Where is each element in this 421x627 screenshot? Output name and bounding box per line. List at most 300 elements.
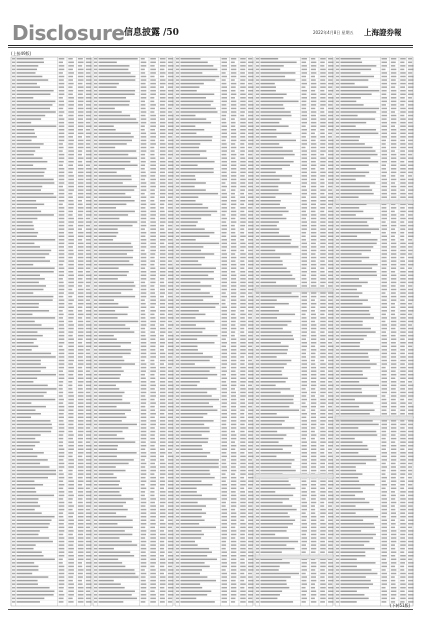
table-cell-text (78, 289, 84, 291)
table-cell-text (168, 218, 174, 220)
table-cell-text (256, 495, 259, 497)
table-cell-text (311, 328, 316, 330)
table-cell-text (17, 569, 39, 571)
table-cell-text (302, 186, 306, 188)
table-cell-text (340, 260, 361, 262)
table-cell-text (180, 516, 201, 518)
table-cell-text (222, 108, 227, 110)
table-cell-text (240, 356, 244, 358)
table-cell-text (176, 307, 179, 309)
table-cell-text (94, 505, 97, 507)
table-cell-text (240, 363, 244, 365)
table-cell-text (311, 310, 315, 312)
table-cell-text (382, 161, 387, 163)
table-cell-text (408, 363, 413, 365)
table-cell-text (78, 221, 84, 223)
table-cell-text (340, 381, 359, 383)
table-cell-text (59, 342, 65, 344)
table-cell-text (168, 509, 174, 511)
table-cell-text (382, 62, 387, 64)
table-cell-text (391, 236, 395, 238)
table-cell-text (59, 388, 63, 390)
table-cell-text (400, 267, 404, 269)
table-cell-text (59, 587, 64, 589)
table-cell-text (99, 157, 137, 159)
table-cell-text (400, 331, 405, 333)
table-cell-text (168, 165, 174, 167)
table-cell-text (99, 76, 136, 78)
table-cell-text (150, 140, 155, 142)
table-cell-text (231, 576, 236, 578)
table-cell-text (260, 257, 280, 259)
table-cell-text (320, 72, 325, 74)
table-cell-text (328, 449, 332, 451)
table-cell-text (248, 122, 253, 124)
table-cell-text (12, 527, 15, 529)
table-cell-text (141, 370, 146, 372)
table-cell-text (311, 562, 316, 564)
table-cell-text (260, 527, 287, 529)
table-cell-text (59, 275, 64, 277)
table-cell-text (86, 484, 92, 486)
table-cell-text (150, 527, 155, 529)
table-cell-text (256, 299, 259, 301)
table-cell-text (141, 498, 146, 500)
table-cell-text (68, 537, 74, 539)
table-cell-text (256, 434, 259, 436)
table-cell-text (382, 147, 387, 149)
table-cell-text (160, 388, 165, 390)
table-cell-text (240, 236, 245, 238)
table-cell-text (222, 488, 227, 490)
table-cell-text (86, 143, 90, 145)
table-cell-text (160, 221, 166, 223)
table-cell-text (240, 79, 245, 81)
table-cell-text (86, 228, 92, 230)
table-cell-text (176, 424, 179, 426)
table-cell-text (260, 449, 282, 451)
table-cell-text (180, 445, 201, 447)
table-cell-text (59, 207, 65, 209)
table-cell-text (12, 555, 15, 557)
table-cell-text (400, 296, 405, 298)
table-cell-text (17, 299, 53, 301)
table-cell-text (336, 285, 339, 287)
table-cell-text (320, 338, 325, 340)
table-cell-text (311, 569, 315, 571)
table-cell-text (168, 438, 174, 440)
table-cell-text (311, 115, 316, 117)
table-cell-text (78, 250, 84, 252)
table-cell-text (59, 480, 63, 482)
table-cell-text (248, 402, 253, 404)
table-cell-text (141, 172, 146, 174)
table-cell-text (59, 601, 64, 603)
table-cell-text (222, 275, 227, 277)
table-cell-text (78, 417, 84, 419)
table-cell-text (248, 399, 253, 401)
table-cell-text (17, 264, 34, 266)
table-cell-text (302, 232, 307, 234)
table-cell-text (240, 83, 245, 85)
table-cell-text (59, 271, 64, 273)
table-cell-text (382, 307, 387, 309)
table-cell-text (248, 491, 253, 493)
table-cell-text (17, 292, 34, 294)
table-cell-text (248, 338, 253, 340)
table-cell-text (260, 147, 282, 149)
table-cell-text (168, 488, 174, 490)
table-cell-text (141, 505, 146, 507)
table-cell-text (382, 111, 387, 113)
table-cell-text (328, 434, 333, 436)
table-cell-text (168, 434, 174, 436)
table-cell-text (222, 441, 227, 443)
table-cell-text (311, 541, 316, 543)
table-cell-text (12, 534, 15, 536)
table-cell-text (328, 97, 333, 99)
table-cell-text (260, 395, 294, 397)
table-cell-text (99, 83, 119, 85)
table-cell-text (180, 310, 198, 312)
table-cell-text (408, 115, 413, 117)
table-cell-text (311, 331, 316, 333)
table-cell-text (160, 353, 165, 355)
table-cell-text (59, 310, 63, 312)
table-cell-text (260, 484, 290, 486)
table-cell-text (328, 232, 333, 234)
table-cell-text (240, 246, 245, 248)
table-cell-text (141, 90, 147, 92)
table-cell-text (141, 118, 147, 120)
table-cell-text (59, 179, 65, 181)
table-cell-text (86, 175, 92, 177)
table-cell-text (320, 161, 325, 163)
table-cell-text (68, 172, 72, 174)
table-cell-text (222, 317, 227, 319)
table-cell-text (99, 562, 123, 564)
table-cell-text (256, 356, 259, 358)
table-cell-text (320, 576, 324, 578)
table-cell-text (231, 573, 236, 575)
table-cell-text (160, 583, 166, 585)
table-cell-text (160, 587, 164, 589)
table-cell-text (260, 381, 285, 383)
table-cell-text (336, 172, 339, 174)
table-cell-text (78, 583, 83, 585)
table-cell-text (336, 360, 339, 362)
table-cell-text (176, 275, 179, 277)
table-cell-text (94, 289, 97, 291)
table-cell-text (311, 189, 316, 191)
table-cell-text (86, 587, 92, 589)
table-cell-text (78, 196, 84, 198)
table-cell-text (86, 527, 90, 529)
table-cell-text (94, 172, 97, 174)
table-cell-text (408, 275, 413, 277)
table-cell-text (141, 72, 145, 74)
table-cell-text (222, 285, 227, 287)
table-cell-text (168, 83, 174, 85)
table-cell-text (248, 381, 253, 383)
table-cell-text (94, 594, 97, 596)
table-cell-text (320, 470, 325, 472)
table-cell-text (12, 378, 15, 380)
table-cell-text (59, 395, 63, 397)
table-cell-text (94, 456, 97, 458)
table-cell-text (86, 388, 92, 390)
table-cell-text (17, 495, 54, 497)
table-cell-text (141, 512, 147, 514)
table-cell-text (99, 598, 137, 600)
table-cell-text (256, 484, 259, 486)
table-cell-text (78, 165, 83, 167)
table-cell-text (150, 466, 156, 468)
table-cell-text (94, 498, 97, 500)
table-cell-text (176, 122, 179, 124)
table-cell-text (78, 420, 84, 422)
table-cell-text (260, 424, 281, 426)
table-cell-text (391, 378, 395, 380)
table-cell-text (160, 523, 166, 525)
table-cell-text (320, 534, 325, 536)
table-cell-text (180, 488, 196, 490)
table-cell-text (328, 72, 333, 74)
table-cell-text (256, 129, 259, 131)
table-cell-text (99, 530, 125, 532)
table-cell-text (94, 129, 97, 131)
table-cell-text (260, 331, 291, 333)
section-title: 信息披露 /50 (124, 28, 179, 38)
table-cell-text (302, 314, 306, 316)
table-cell-text (176, 218, 179, 220)
table-cell-text (328, 509, 333, 511)
table-cell-text (382, 133, 387, 135)
table-cell-text (256, 214, 259, 216)
table-cell-text (17, 573, 33, 575)
table-cell-text (302, 449, 307, 451)
table-cell-text (12, 211, 15, 213)
table-cell-text (302, 548, 307, 550)
table-cell-text (168, 505, 174, 507)
table-cell-text (240, 360, 245, 362)
table-cell-text (302, 253, 307, 255)
table-cell-text (94, 207, 97, 209)
table-cell-text (180, 257, 204, 259)
table-cell-text (94, 328, 97, 330)
table-cell-text (78, 353, 84, 355)
table-cell-text (328, 527, 333, 529)
table-cell-text (86, 278, 92, 280)
table-cell-text (99, 417, 127, 419)
table-cell-text (78, 299, 84, 301)
table-cell-text (94, 353, 97, 355)
table-cell-text (86, 512, 92, 514)
table-cell-text (256, 583, 259, 585)
table-cell-text (400, 72, 405, 74)
table-cell-text (391, 189, 396, 191)
table-cell-text (336, 264, 339, 266)
table-cell-text (340, 239, 377, 241)
table-cell-text (68, 417, 73, 419)
table-cell-text (382, 157, 387, 159)
table-cell-text (180, 559, 217, 561)
table-cell-text (176, 378, 179, 380)
table-cell-text (302, 129, 307, 131)
table-cell-text (12, 456, 15, 458)
table-cell-text (180, 200, 195, 202)
table-cell-text (340, 133, 378, 135)
table-cell-text (240, 214, 245, 216)
table-cell-text (94, 211, 97, 213)
table-cell-text (240, 193, 244, 195)
table-cell-text (94, 118, 97, 120)
table-cell-text (260, 417, 288, 419)
table-cell-text (302, 150, 307, 152)
table-cell-text (12, 161, 15, 163)
table-cell-text (86, 179, 92, 181)
table-cell-text (320, 150, 325, 152)
table-cell-text (86, 157, 92, 159)
table-cell-text (328, 179, 333, 181)
table-cell-text (78, 101, 84, 103)
table-cell-text (150, 76, 154, 78)
table-cell-text (99, 566, 126, 568)
table-cell-text (222, 399, 227, 401)
table-cell-text (68, 129, 74, 131)
table-cell-text (240, 228, 244, 230)
table-cell-text (391, 115, 396, 117)
table-cell-text (328, 424, 333, 426)
table-cell-text (400, 83, 405, 85)
table-cell-text (168, 367, 172, 369)
table-cell-text (328, 79, 333, 81)
table-cell-text (328, 104, 332, 106)
table-cell-text (168, 189, 173, 191)
table-cell-text (160, 601, 165, 603)
table-cell-text (17, 338, 37, 340)
table-cell-text (231, 349, 236, 351)
table-cell-text (311, 551, 316, 553)
table-cell-text (59, 168, 65, 170)
table-cell-text (311, 459, 316, 461)
table-cell-text (336, 104, 339, 106)
table-cell-text (248, 143, 253, 145)
table-cell-text (78, 172, 84, 174)
table-cell-text (260, 346, 288, 348)
table-cell-text (150, 154, 154, 156)
table-cell-text (168, 544, 174, 546)
table-cell-text (320, 459, 325, 461)
table-cell-text (12, 392, 15, 394)
table-cell-text (68, 385, 72, 387)
table-cell-text (141, 200, 146, 202)
table-cell-text (248, 282, 253, 284)
table-cell-text (382, 140, 386, 142)
table-cell-text (240, 601, 245, 603)
table-cell-text (382, 69, 386, 71)
table-cell-text (68, 282, 74, 284)
table-cell-text (311, 72, 316, 74)
table-cell-text (256, 409, 259, 411)
table-cell-text (150, 406, 154, 408)
table-cell-text (382, 296, 387, 298)
table-cell-text (400, 363, 405, 365)
table-cell-text (17, 353, 52, 355)
table-cell-text (311, 385, 316, 387)
table-cell-text (240, 402, 245, 404)
table-cell-text (260, 360, 291, 362)
table-cell-text (17, 193, 54, 195)
table-cell-text (12, 516, 15, 518)
table-cell-text (340, 278, 359, 280)
table-cell-text (336, 157, 339, 159)
table-cell-text (222, 246, 227, 248)
table-cell-text (248, 502, 253, 504)
table-cell-text (260, 491, 275, 493)
table-cell-text (168, 310, 173, 312)
table-cell-text (150, 520, 155, 522)
table-cell-text (59, 317, 63, 319)
table-cell-text (240, 505, 245, 507)
table-cell-text (176, 200, 179, 202)
table-cell-text (382, 214, 387, 216)
table-cell-text (302, 399, 307, 401)
table-cell-text (328, 580, 333, 582)
table-cell-text (328, 86, 332, 88)
table-cell-text (240, 466, 245, 468)
table-cell-text (180, 402, 209, 404)
table-cell-text (260, 431, 277, 433)
table-cell-text (180, 58, 200, 60)
table-cell-text (320, 193, 324, 195)
table-cell-text (59, 484, 65, 486)
table-cell-text (59, 466, 65, 468)
table-cell-text (260, 598, 277, 600)
table-cell-text (176, 466, 179, 468)
table-cell-text (12, 562, 15, 564)
table-cell-text (336, 62, 339, 64)
table-cell-text (320, 282, 325, 284)
table-cell-text (99, 221, 138, 223)
table-cell-text (94, 175, 97, 177)
table-cell-text (302, 523, 307, 525)
table-cell-text (59, 321, 64, 323)
table-cell-text (256, 296, 259, 298)
table-cell-text (168, 480, 174, 482)
table-cell-text (256, 108, 259, 110)
table-cell-text (17, 225, 34, 227)
table-cell-text (240, 367, 245, 369)
table-cell-text (94, 186, 97, 188)
table-cell-text (78, 115, 83, 117)
table-cell-text (17, 204, 45, 206)
table-cell-text (99, 140, 132, 142)
table-cell-text (150, 338, 155, 340)
table-cell-text (222, 480, 226, 482)
table-cell-text (311, 257, 316, 259)
table-cell-text (248, 289, 253, 291)
table-cell-text (150, 502, 155, 504)
table-cell-text (17, 395, 44, 397)
table-cell-text (391, 157, 396, 159)
table-cell-text (336, 140, 339, 142)
table-cell-text (260, 101, 298, 103)
table-cell-text (222, 175, 227, 177)
table-cell-text (68, 143, 73, 145)
table-cell-text (260, 406, 289, 408)
table-cell-text (260, 512, 287, 514)
